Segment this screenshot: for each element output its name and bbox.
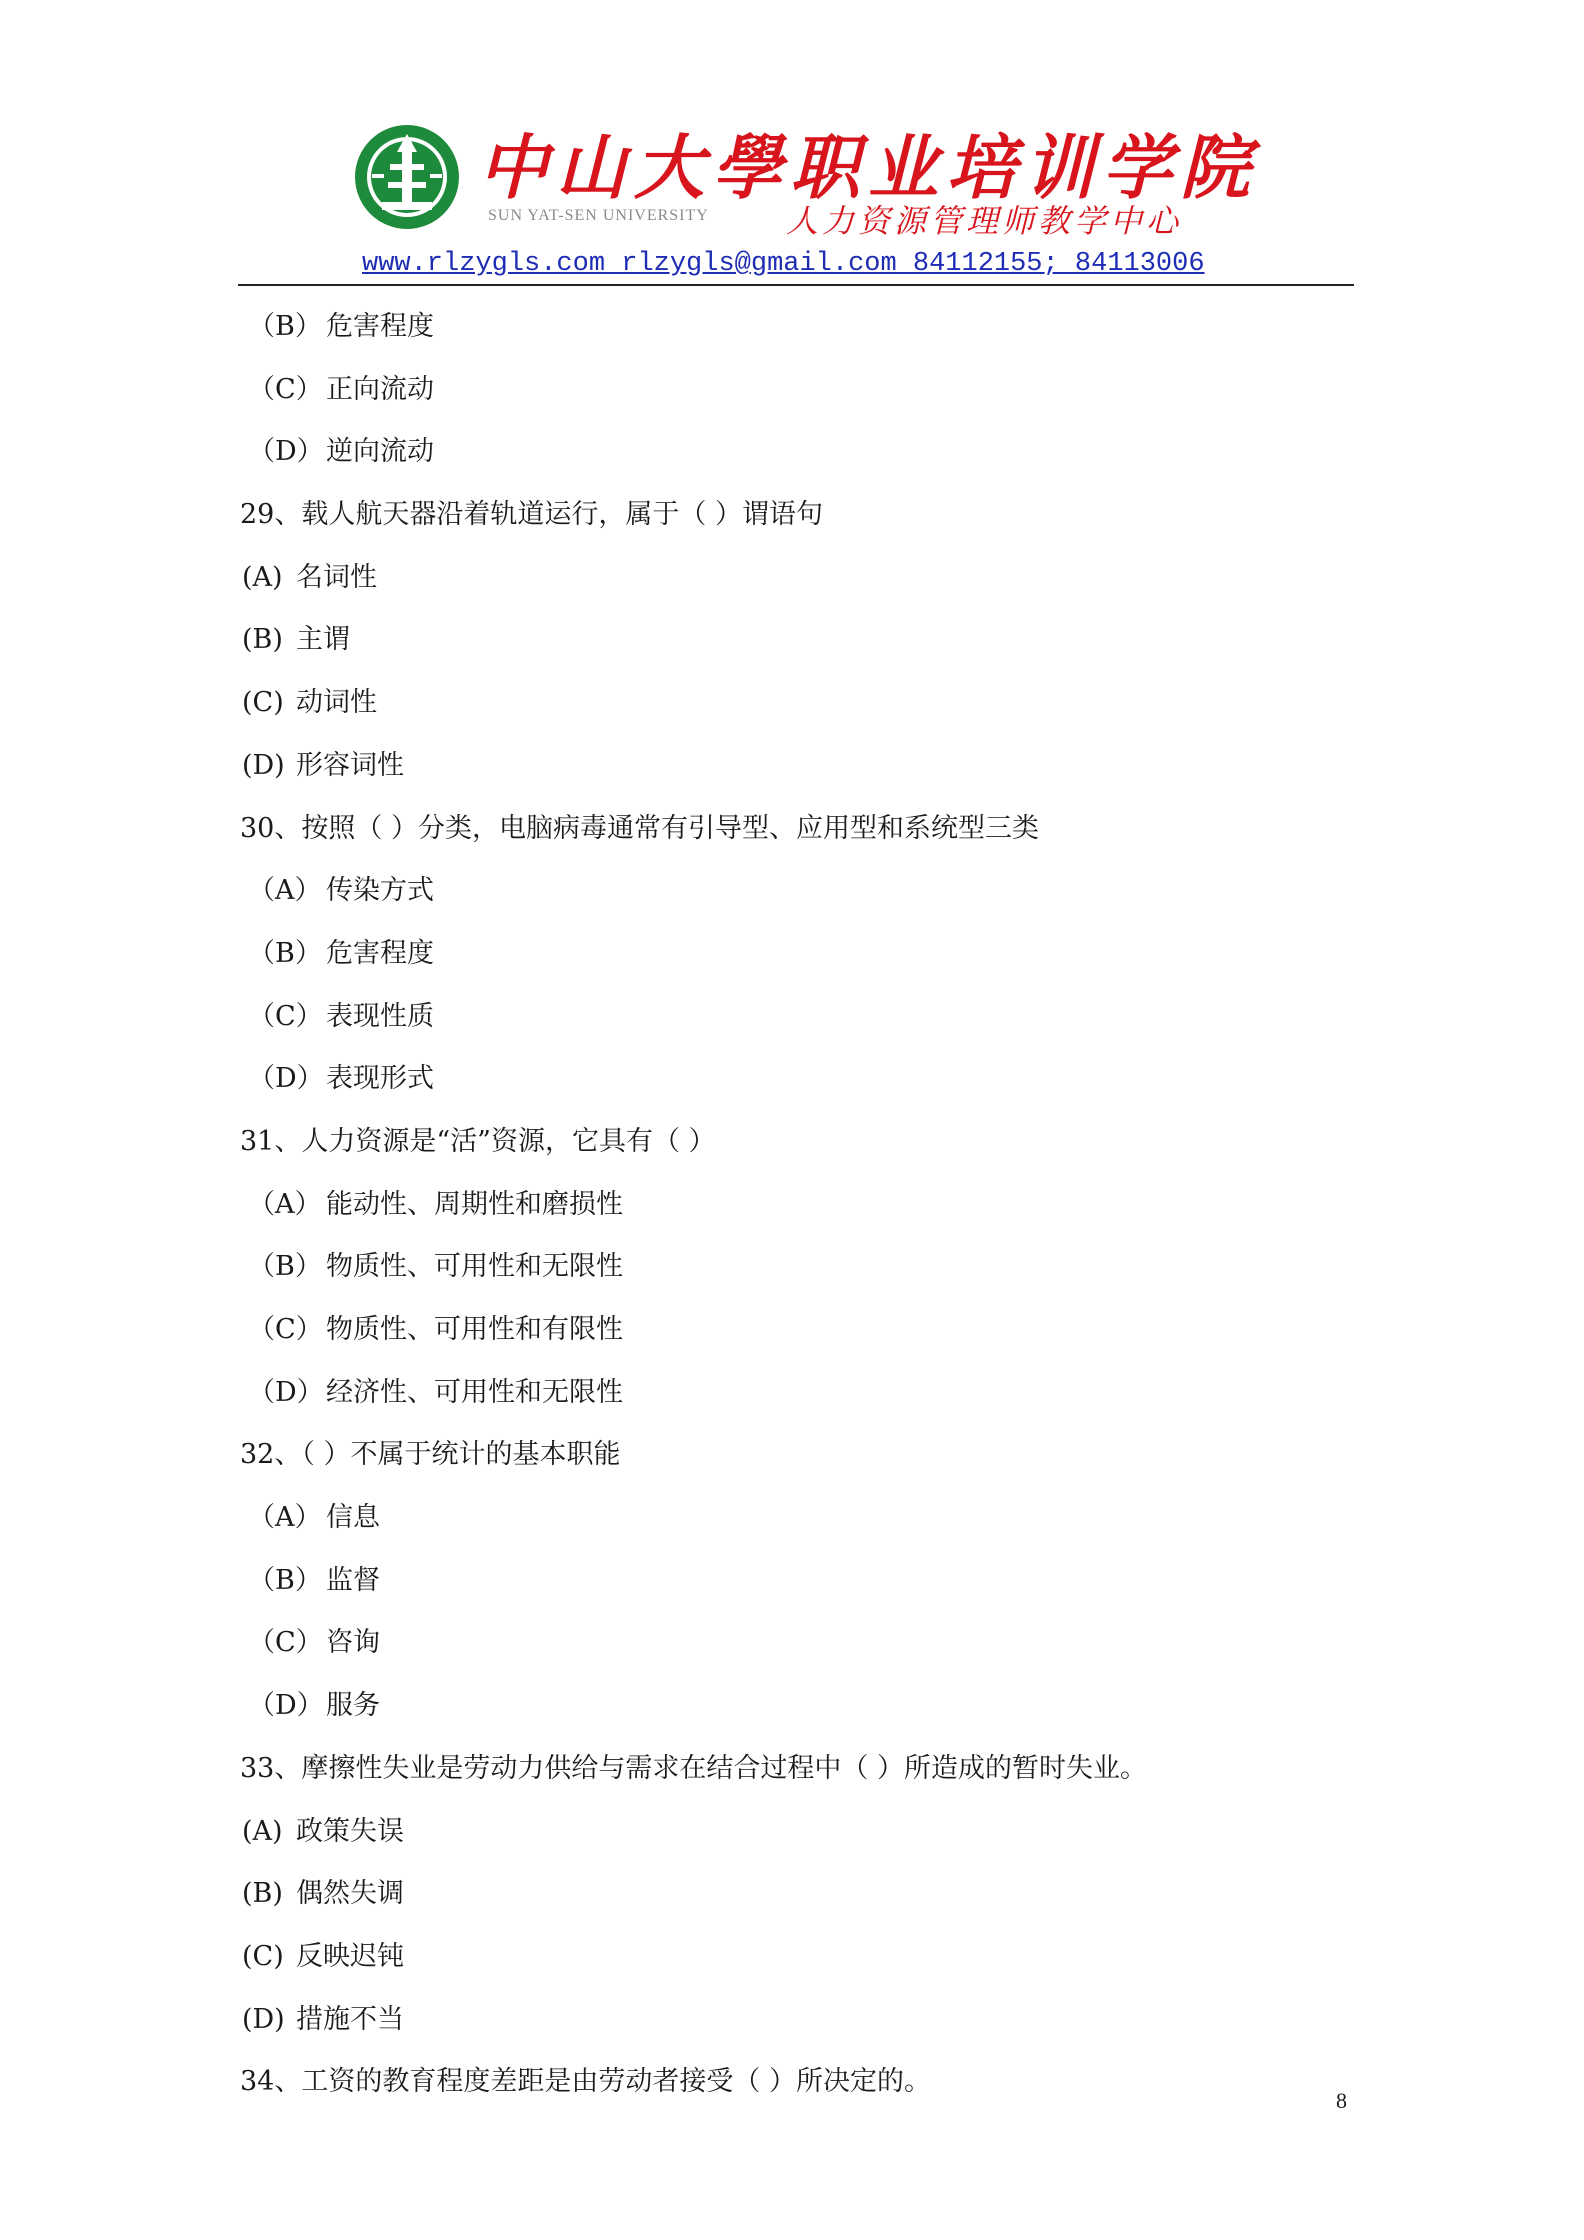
- option-tag: (C): [242, 687, 284, 719]
- option-line: [240, 547, 1340, 610]
- header-divider: [238, 284, 1354, 286]
- option-tag: （C）: [248, 1314, 323, 1345]
- option-text: 能动性、周期性和磨损性: [326, 1188, 623, 1220]
- option-text: 反映迟钝: [296, 1940, 404, 1972]
- option-text: 服务: [326, 1690, 380, 1722]
- option-tag: （C）: [248, 1627, 323, 1659]
- option-line: [240, 1299, 1340, 1362]
- question-line: [240, 1738, 1340, 1801]
- university-logo-icon: [352, 122, 462, 232]
- option-line: [240, 1550, 1340, 1613]
- option-line: [240, 860, 1340, 923]
- option-tag: （B）: [248, 1564, 322, 1596]
- option-text: 经济性、可用性和无限性: [326, 1376, 623, 1408]
- option-text: 物质性、可用性和无限性: [326, 1251, 623, 1283]
- question-line: [240, 1111, 1340, 1174]
- question-text: 29、载人航天器沿着轨道运行，属于（ ）谓语句: [240, 499, 823, 531]
- option-text: 传染方式: [326, 875, 434, 907]
- option-tag: （B）: [248, 311, 322, 342]
- option-tag: (B): [242, 624, 283, 656]
- option-line: [240, 359, 1340, 422]
- option-line: [240, 1863, 1340, 1926]
- option-tag: (D): [242, 749, 285, 781]
- option-tag: （D）: [248, 436, 324, 468]
- option-tag: （B）: [248, 1251, 322, 1283]
- option-text: 信息: [326, 1502, 380, 1534]
- option-tag: （D）: [248, 1063, 324, 1095]
- center-subtitle: 人力资源管理师教学中心: [786, 202, 1183, 240]
- option-tag: （D）: [248, 1690, 324, 1722]
- option-line: [240, 923, 1340, 986]
- option-line: [240, 1174, 1340, 1237]
- question-text: 30、按照（ ）分类，电脑病毒通常有引导型、应用型和系统型三类: [240, 812, 1039, 844]
- option-line: [240, 735, 1340, 798]
- question-line: [240, 2051, 1340, 2114]
- option-line: [240, 1362, 1340, 1425]
- option-tag: （A）: [248, 1502, 322, 1534]
- option-tag: （C）: [248, 1000, 323, 1032]
- option-text: 物质性、可用性和有限性: [326, 1314, 623, 1345]
- contact-links[interactable]: www.rlzygls.com rlzygls@gmail.com 84112155; 84113006: [362, 249, 1205, 279]
- option-text: 逆向流动: [326, 436, 434, 468]
- page-number: 8: [1336, 2088, 1347, 2113]
- option-line: [240, 1989, 1340, 2052]
- option-text: 表现形式: [326, 1063, 434, 1095]
- institute-title: 中山大學职业培训学院: [478, 126, 1258, 209]
- option-tag: (D): [242, 2003, 285, 2035]
- option-line: [240, 609, 1340, 672]
- page-header: [0, 0, 1584, 300]
- option-text: 偶然失调: [296, 1878, 404, 1910]
- question-text: 34、工资的教育程度差距是由劳动者接受（ ）所决定的。: [240, 2066, 931, 2098]
- option-tag: (B): [242, 1878, 283, 1910]
- option-text: 监督: [326, 1564, 380, 1596]
- option-line: [240, 672, 1340, 735]
- question-text: 31、人力资源是“活”资源，它具有（ ）: [240, 1125, 716, 1157]
- option-line: [240, 1926, 1340, 1989]
- option-text: 名词性: [296, 561, 377, 593]
- option-line: [240, 296, 1340, 359]
- question-line: [240, 1424, 1340, 1487]
- question-text: 33、摩擦性失业是劳动力供给与需求在结合过程中（ ）所造成的暂时失业。: [240, 1752, 1147, 1784]
- question-list: [240, 296, 1340, 2114]
- option-tag: （A）: [248, 875, 322, 907]
- option-line: [240, 1236, 1340, 1299]
- option-text: 措施不当: [296, 2003, 404, 2035]
- option-tag: （B）: [248, 937, 322, 969]
- option-text: 咨询: [326, 1627, 380, 1659]
- question-line: [240, 798, 1340, 861]
- option-line: [240, 1675, 1340, 1738]
- option-line: [240, 1487, 1340, 1550]
- option-tag: (C): [242, 1940, 284, 1972]
- option-line: [240, 1048, 1340, 1111]
- option-text: 动词性: [296, 687, 377, 719]
- option-text: 表现性质: [326, 1000, 434, 1032]
- option-line: [240, 1801, 1340, 1864]
- university-english-name: SUN YAT-SEN UNIVERSITY: [488, 207, 709, 224]
- option-line: [240, 1612, 1340, 1675]
- option-text: 政策失误: [296, 1815, 404, 1847]
- option-tag: （C）: [248, 373, 323, 405]
- question-line: [240, 484, 1340, 547]
- option-text: 正向流动: [326, 373, 434, 405]
- option-text: 主谓: [296, 624, 350, 656]
- option-tag: （D）: [248, 1376, 324, 1408]
- option-tag: (A): [242, 561, 283, 593]
- option-text: 危害程度: [326, 937, 434, 969]
- option-line: [240, 986, 1340, 1049]
- option-text: 形容词性: [296, 749, 404, 781]
- option-text: 危害程度: [326, 311, 434, 342]
- option-tag: (A): [242, 1815, 283, 1847]
- option-tag: （A）: [248, 1188, 322, 1220]
- question-text: 32、（ ）不属于统计的基本职能: [240, 1439, 621, 1471]
- option-line: [240, 421, 1340, 484]
